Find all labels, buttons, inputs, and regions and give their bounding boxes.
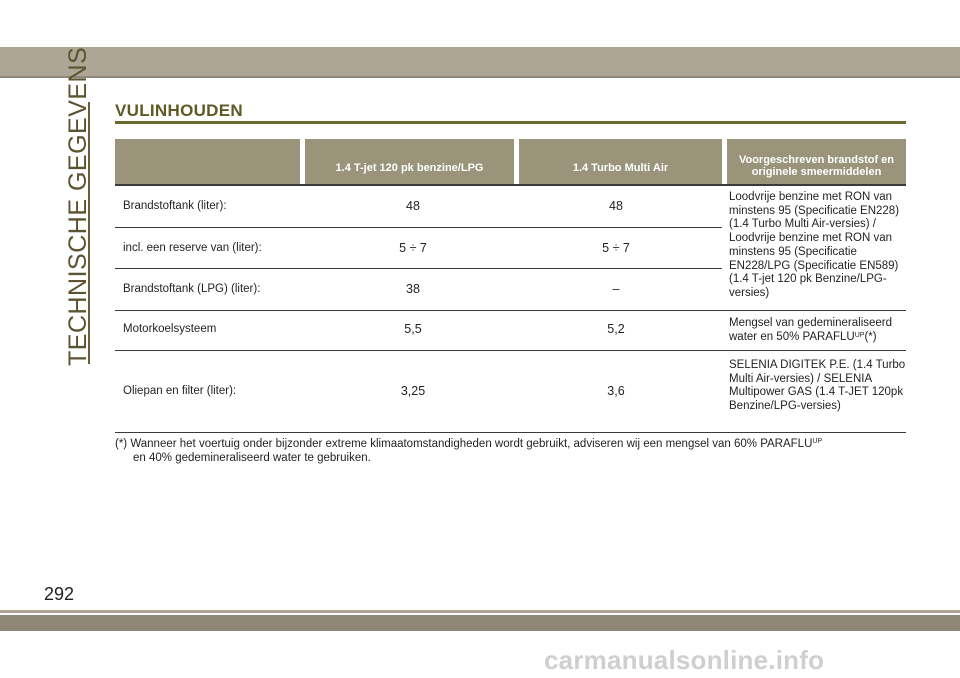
- row-label-cooling: Motorkoelsysteem: [123, 323, 217, 335]
- row-label-lpg-tank: Brandstoftank (LPG) (liter):: [123, 283, 261, 295]
- footnote-line-2: en 40% gedemineraliseerd water te gebruiken.: [133, 452, 371, 464]
- row-value-reserve-tjet: 5 ÷ 7: [399, 241, 427, 255]
- footnote-superscript: UP: [812, 438, 823, 445]
- table-bottom-rule: [115, 432, 906, 433]
- watermark: carmanualsonline.info: [544, 645, 825, 675]
- row-value-lpg-tank-multiair: –: [612, 282, 620, 296]
- header-cell-tjet: 1.4 T-jet 120 pk benzine/LPG: [305, 139, 514, 184]
- header-line: [0, 76, 960, 78]
- fuel-specification: Loodvrije benzine met RON van minstens 95 (Specificatie EN228) (1.4 Turbo Multi Air-versies) / Loodvrije benzine met RON van minstens 95 (Specificatie EN228/LPG (Specificatie EN589) (1.4 T-jet 120 pk Benzine/LPG-versies): [729, 191, 900, 299]
- header-cell-empty: [115, 139, 300, 184]
- title-underline: [115, 121, 906, 124]
- coolant-spec-note: (*): [864, 330, 877, 343]
- row-divider: [115, 268, 722, 269]
- row-value-cooling-tjet: 5,5: [404, 322, 422, 336]
- coolant-spec-superscript: UP: [854, 331, 865, 339]
- row-value-reserve-multiair: 5 ÷ 7: [602, 241, 630, 255]
- row-divider: [115, 310, 906, 311]
- header-band: [0, 47, 960, 76]
- coolant-spec-text: Mengsel van gedemineraliseerd water en 50% PARAFLU: [729, 317, 893, 343]
- header-cell-multiair: 1.4 Turbo Multi Air: [519, 139, 722, 184]
- footnote-line-1: (*) Wanneer het voertuig onder bijzonder extreme klimaatomstandigheden wordt gebruikt, adviseren wij een mengsel van 60% PARAFLU: [115, 438, 813, 450]
- row-value-fuel-tank-multiair: 48: [609, 199, 623, 213]
- row-label-reserve: incl. een reserve van (liter):: [123, 242, 262, 254]
- footer-band: [0, 615, 960, 631]
- row-value-oil-multiair: 3,6: [607, 384, 625, 398]
- coolant-specification: [729, 317, 909, 344]
- page-number: 292: [44, 584, 75, 604]
- footnote: [115, 437, 915, 465]
- row-divider: [115, 227, 722, 228]
- section-title: VULINHOUDEN: [115, 101, 243, 120]
- row-divider: [115, 350, 906, 351]
- row-value-oil-tjet: 3,25: [400, 384, 426, 398]
- footer-line: [0, 610, 960, 613]
- header-cell-fuel-spec: Voorgeschreven brandstof en originele smeermiddelen: [727, 139, 906, 184]
- row-value-lpg-tank-tjet: 38: [406, 282, 420, 296]
- row-label-oil: Oliepan en filter (liter):: [123, 385, 237, 397]
- row-value-cooling-multiair: 5,2: [607, 322, 625, 336]
- row-value-fuel-tank-tjet: 48: [406, 199, 420, 213]
- oil-specification: SELENIA DIGITEK P.E. (1.4 Turbo Multi Air-versies) / SELENIA Multipower GAS (1.4 T-JET 120pk Benzine/LPG-versies): [729, 359, 906, 413]
- row-label-fuel-tank: Brandstoftank (liter):: [123, 200, 227, 212]
- chapter-title: TECHNISCHE GEGEVENS: [64, 46, 92, 366]
- header-rule: [115, 184, 906, 186]
